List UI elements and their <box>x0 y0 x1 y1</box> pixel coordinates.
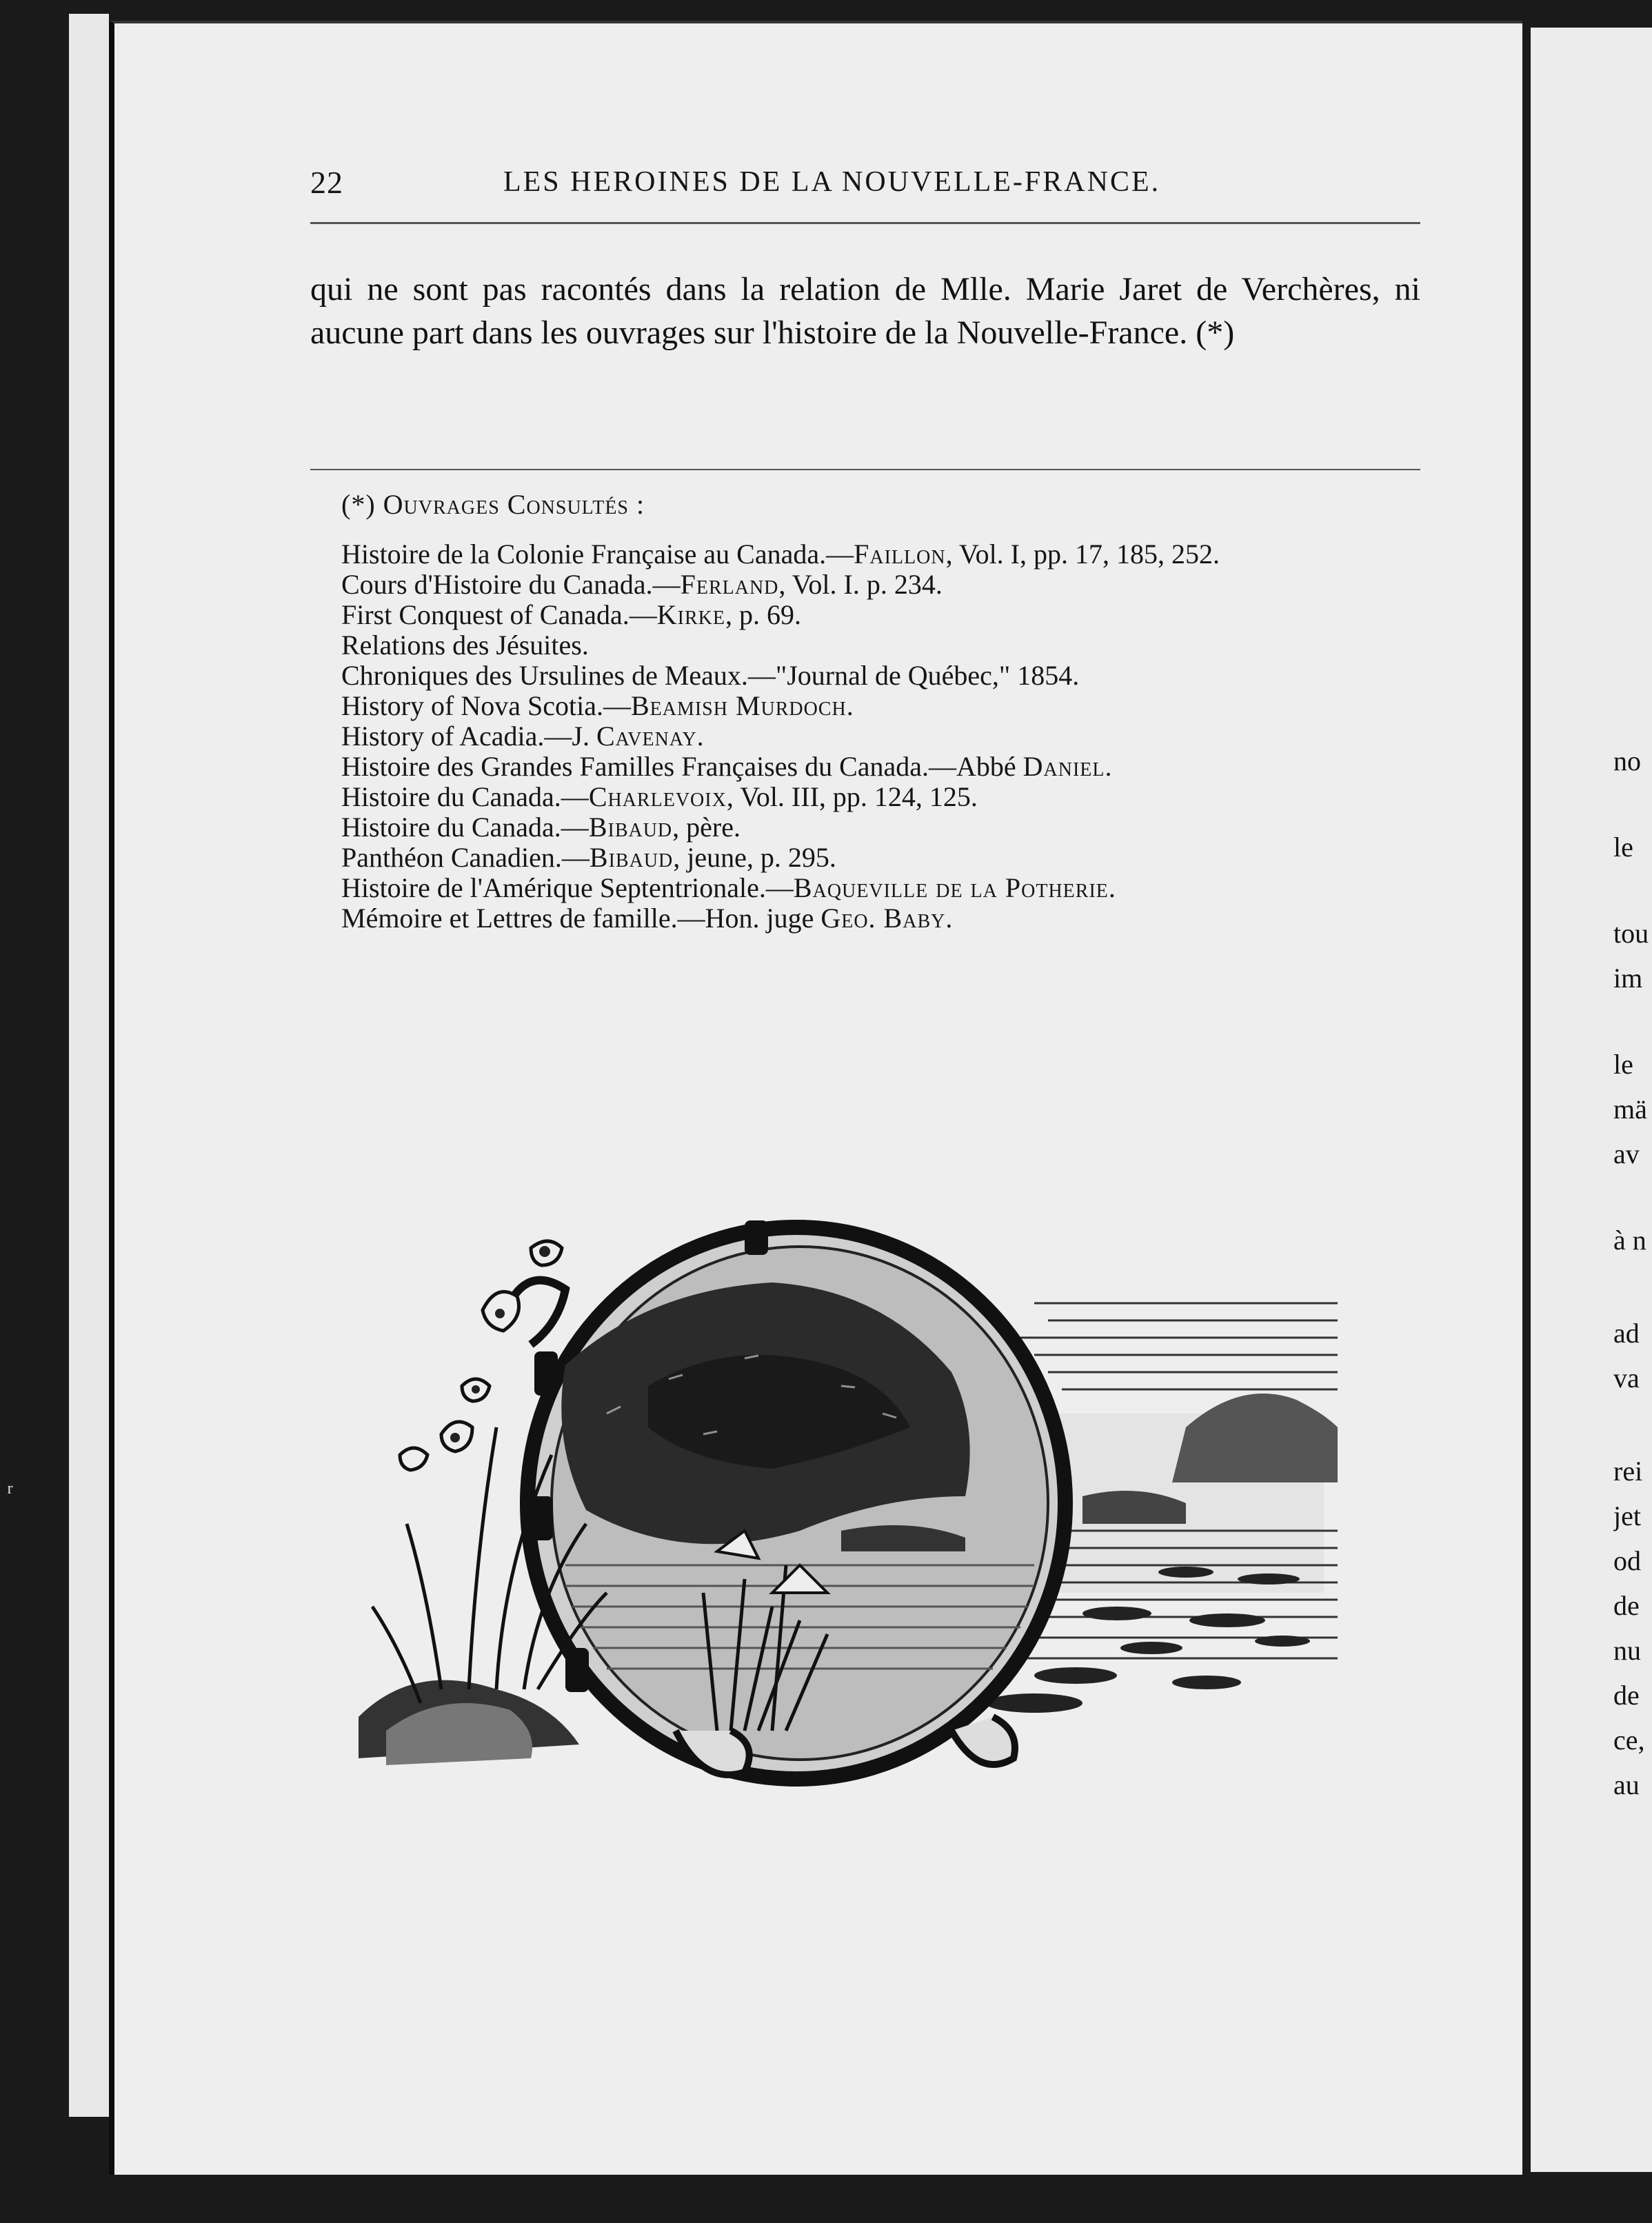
reference-title: Histoire du Canada.— <box>341 812 589 843</box>
reference-details: . <box>1108 872 1116 903</box>
reference-author: Charlevoix <box>588 781 727 812</box>
reference-list <box>310 539 1427 934</box>
reference-item <box>310 600 1427 630</box>
margin-mark: ʳ <box>7 1476 13 1507</box>
reference-details: , Vol. I, pp. 17, 185, 252. <box>945 539 1220 570</box>
reference-item <box>310 903 1427 934</box>
running-title: LES HEROINES DE LA NOUVELLE-FRANCE. <box>503 166 1161 198</box>
page-number: 22 <box>310 165 343 200</box>
adjacent-page-fragment: nu <box>1613 1635 1641 1666</box>
adjacent-page-fragment: va <box>1613 1362 1640 1394</box>
reference-title: Relations des Jésuites. <box>341 630 589 661</box>
reference-details: . <box>1105 751 1112 782</box>
reference-details: . <box>945 903 953 934</box>
adjacent-page-fragment: de <box>1613 1590 1640 1621</box>
body-paragraph: qui ne sont pas racontés dans la relation de Mlle. Marie Jaret de Verchères, ni aucune part dans les ouvrages sur l'histoire de la Nouvelle-France. (*) <box>310 271 1420 351</box>
reference-item <box>310 691 1427 721</box>
reference-item <box>310 570 1427 600</box>
adjacent-page-fragment: no <box>1613 745 1641 776</box>
adjacent-page-fragment: ce, <box>1613 1724 1645 1756</box>
reference-author: Geo. Baby <box>820 903 946 934</box>
reference-title: History of Nova Scotia.— <box>341 690 631 721</box>
reference-item <box>310 843 1427 873</box>
reference-item <box>310 721 1427 752</box>
header-rule <box>310 222 1420 224</box>
adjacent-page-fragment: à n <box>1613 1225 1646 1256</box>
reference-title: Cours d'Histoire du Canada.— <box>341 569 681 600</box>
reference-author: Baqueville de la Potherie <box>793 872 1109 903</box>
reference-author: Faillon <box>854 539 946 570</box>
reference-author: Beamish Murdoch <box>630 690 847 721</box>
reference-details: , Vol. III, pp. 124, 125. <box>726 781 978 812</box>
adjacent-page-fragment: au <box>1613 1769 1640 1800</box>
reference-item <box>310 752 1427 782</box>
reference-details: , p. 69. <box>725 599 801 630</box>
reference-author: Bibaud <box>589 842 674 873</box>
reference-details: , père. <box>672 812 741 843</box>
adjacent-page-fragment: tou <box>1613 918 1649 949</box>
adjacent-page-fragment: av <box>1613 1138 1640 1169</box>
reference-title: Histoire des Grandes Familles Françaises du Canada.—Abbé <box>341 751 1023 782</box>
reference-details: . <box>846 690 854 721</box>
adjacent-page-fragment: de <box>1613 1680 1640 1711</box>
reference-author: Cavenay <box>596 721 697 752</box>
running-head <box>310 164 1420 205</box>
reference-item <box>310 812 1427 843</box>
vignette-drawing <box>359 1207 1338 1779</box>
tambourine-lake-vignette-icon <box>359 1207 1351 1800</box>
reference-item <box>310 539 1427 570</box>
reference-item <box>310 873 1427 903</box>
adjacent-page-text <box>1613 0 1652 2223</box>
reference-title: Histoire de la Colonie Française au Canada.— <box>341 539 854 570</box>
reference-item <box>310 782 1427 812</box>
reference-title: Histoire de l'Amérique Septentrionale.— <box>341 872 794 903</box>
footnote-heading: (*) Ouvrages Consultés : <box>341 489 645 520</box>
adjacent-page-fragment: ad <box>1613 1318 1640 1349</box>
reference-author: Bibaud <box>588 812 673 843</box>
reference-details: , jeune, p. 295. <box>673 842 836 873</box>
reference-author: Daniel <box>1023 751 1105 782</box>
adjacent-page-fragment: rei <box>1613 1456 1643 1487</box>
adjacent-page-fragment: jet <box>1613 1500 1641 1531</box>
adjacent-page-fragment: le <box>1613 832 1633 863</box>
footnote <box>310 490 1427 934</box>
reference-title: Mémoire et Lettres de famille.—Hon. juge <box>341 903 821 934</box>
adjacent-page-fragment: le <box>1613 1049 1633 1080</box>
page-edge <box>69 14 109 2117</box>
reference-details: , Vol. I. p. 234. <box>778 569 943 600</box>
reference-title: Panthéon Canadien.— <box>341 842 590 873</box>
reference-title: Chroniques des Ursulines de Meaux.—"Journal de Québec," 1854. <box>341 660 1080 691</box>
reference-author: Kirke <box>656 599 725 630</box>
adjacent-page-fragment: od <box>1613 1545 1641 1576</box>
reference-title: Histoire du Canada.— <box>341 781 589 812</box>
reference-title: First Conquest of Canada.— <box>341 599 657 630</box>
adjacent-page-fragment: mä <box>1613 1094 1647 1125</box>
reference-details: . <box>696 721 704 752</box>
adjacent-page-fragment: im <box>1613 963 1643 994</box>
footnote-rule <box>310 469 1420 470</box>
reference-title: History of Acadia.—J. <box>341 721 596 752</box>
reference-item <box>310 630 1427 661</box>
reference-author: Ferland <box>680 569 779 600</box>
reference-item <box>310 661 1427 691</box>
